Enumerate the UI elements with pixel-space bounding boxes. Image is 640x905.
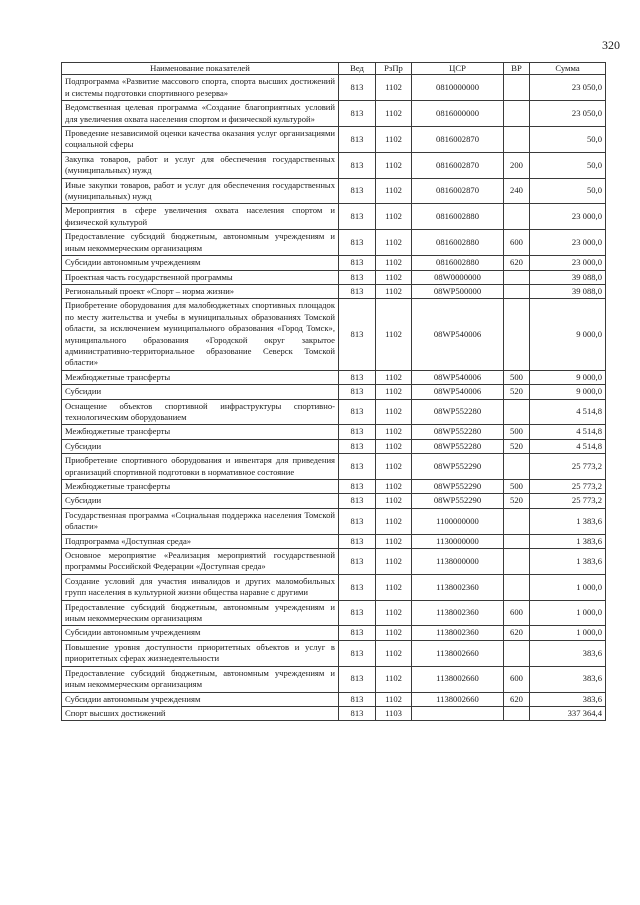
cell-csr: 08WP552290: [412, 480, 504, 494]
cell-ved: 813: [339, 399, 376, 425]
table-row: [62, 204, 606, 230]
cell-sum: 4 514,8: [530, 439, 606, 453]
budget-table: [61, 62, 606, 721]
cell-vr: [504, 508, 530, 534]
cell-rzpr: 1102: [376, 508, 412, 534]
table-row: [62, 284, 606, 298]
cell-csr: 1138002660: [412, 640, 504, 666]
cell-name: Субсидии автономным учреждениям: [62, 692, 339, 706]
cell-sum: 50,0: [530, 178, 606, 204]
cell-name: Приобретение спортивного оборудования и инвентаря для приведения организаций спортивной подготовки в нормативное состояние: [62, 454, 339, 480]
cell-ved: 813: [339, 494, 376, 508]
cell-sum: 23 000,0: [530, 230, 606, 256]
cell-csr: 08WP552280: [412, 425, 504, 439]
cell-sum: 337 364,4: [530, 706, 606, 720]
cell-name: Предоставление субсидий бюджетным, автономным учреждениям и иным некоммерческим организациям: [62, 666, 339, 692]
cell-csr: 1138002660: [412, 692, 504, 706]
cell-name: Субсидии автономным учреждениям: [62, 256, 339, 270]
cell-rzpr: 1102: [376, 626, 412, 640]
cell-name: Мероприятия в сфере увеличения охвата населения спортом и физической культурой: [62, 204, 339, 230]
cell-rzpr: 1102: [376, 549, 412, 575]
cell-sum: 1 000,0: [530, 574, 606, 600]
cell-rzpr: 1102: [376, 127, 412, 153]
cell-vr: 600: [504, 230, 530, 256]
cell-ved: 813: [339, 101, 376, 127]
cell-ved: 813: [339, 508, 376, 534]
cell-csr: 08WP552280: [412, 439, 504, 453]
cell-rzpr: 1102: [376, 480, 412, 494]
cell-vr: [504, 706, 530, 720]
cell-rzpr: 1102: [376, 75, 412, 101]
table-row: [62, 454, 606, 480]
cell-csr: 08WP552290: [412, 494, 504, 508]
cell-csr: 08WP552290: [412, 454, 504, 480]
cell-sum: 1 383,6: [530, 534, 606, 548]
table-row: [62, 706, 606, 720]
table-row: [62, 270, 606, 284]
table-row: [62, 574, 606, 600]
table-row: [62, 600, 606, 626]
cell-vr: [504, 101, 530, 127]
cell-ved: 813: [339, 425, 376, 439]
cell-vr: 620: [504, 692, 530, 706]
cell-rzpr: 1102: [376, 385, 412, 399]
cell-csr: 0816002870: [412, 152, 504, 178]
cell-name: Закупка товаров, работ и услуг для обеспечения государственных (муниципальных) нужд: [62, 152, 339, 178]
table-row: [62, 370, 606, 384]
cell-name: Основное мероприятие «Реализация мероприятий государственной программы Российской Федерации «Доступная среда»: [62, 549, 339, 575]
cell-sum: 1 383,6: [530, 549, 606, 575]
cell-ved: 813: [339, 230, 376, 256]
table-row: [62, 640, 606, 666]
cell-rzpr: 1102: [376, 178, 412, 204]
cell-rzpr: 1102: [376, 666, 412, 692]
cell-rzpr: 1102: [376, 370, 412, 384]
cell-csr: 08WP540006: [412, 385, 504, 399]
header-vr: ВР: [504, 63, 530, 75]
table-row: [62, 534, 606, 548]
cell-ved: 813: [339, 626, 376, 640]
cell-vr: [504, 270, 530, 284]
cell-rzpr: 1102: [376, 454, 412, 480]
cell-csr: [412, 706, 504, 720]
cell-rzpr: 1102: [376, 270, 412, 284]
cell-sum: 23 050,0: [530, 75, 606, 101]
cell-rzpr: 1102: [376, 574, 412, 600]
cell-sum: 9 000,0: [530, 370, 606, 384]
cell-name: Субсидии: [62, 494, 339, 508]
cell-csr: 1130000000: [412, 534, 504, 548]
cell-vr: 520: [504, 385, 530, 399]
cell-sum: 383,6: [530, 666, 606, 692]
cell-sum: 9 000,0: [530, 299, 606, 370]
cell-csr: 08WP500000: [412, 284, 504, 298]
page-number: 320: [602, 38, 620, 52]
cell-csr: 08WP540006: [412, 370, 504, 384]
table-body: [62, 75, 606, 721]
table-row: [62, 439, 606, 453]
cell-ved: 813: [339, 370, 376, 384]
table-row: [62, 666, 606, 692]
table-row: [62, 127, 606, 153]
cell-sum: 23 000,0: [530, 204, 606, 230]
cell-rzpr: 1102: [376, 299, 412, 370]
cell-ved: 813: [339, 549, 376, 575]
header-ved: Вед: [339, 63, 376, 75]
cell-ved: 813: [339, 666, 376, 692]
cell-name: Подпрограмма «Доступная среда»: [62, 534, 339, 548]
cell-sum: 4 514,8: [530, 399, 606, 425]
table-row: [62, 549, 606, 575]
cell-name: Межбюджетные трансферты: [62, 370, 339, 384]
cell-vr: [504, 75, 530, 101]
cell-csr: 1138000000: [412, 549, 504, 575]
cell-rzpr: 1102: [376, 256, 412, 270]
table-row: [62, 508, 606, 534]
cell-name: Региональный проект «Спорт – норма жизни»: [62, 284, 339, 298]
cell-rzpr: 1102: [376, 425, 412, 439]
table-row: [62, 178, 606, 204]
cell-name: Проведение независимой оценки качества оказания услуг организациями социальной сферы: [62, 127, 339, 153]
cell-csr: 0816002880: [412, 204, 504, 230]
header-rzpr: РзПр: [376, 63, 412, 75]
cell-ved: 813: [339, 127, 376, 153]
table-row: [62, 230, 606, 256]
cell-sum: 383,6: [530, 692, 606, 706]
cell-rzpr: 1102: [376, 534, 412, 548]
cell-csr: 1138002360: [412, 626, 504, 640]
cell-ved: 813: [339, 706, 376, 720]
cell-sum: 25 773,2: [530, 480, 606, 494]
table-row: [62, 101, 606, 127]
cell-vr: [504, 399, 530, 425]
cell-csr: 1138002360: [412, 600, 504, 626]
cell-sum: 50,0: [530, 127, 606, 153]
cell-name: Межбюджетные трансферты: [62, 480, 339, 494]
cell-vr: 600: [504, 666, 530, 692]
cell-ved: 813: [339, 600, 376, 626]
cell-vr: [504, 549, 530, 575]
cell-ved: 813: [339, 152, 376, 178]
cell-rzpr: 1102: [376, 399, 412, 425]
cell-name: Создание условий для участия инвалидов и других маломобильных групп населения в культурной жизни общества наравне с другими: [62, 574, 339, 600]
cell-csr: 0810000000: [412, 75, 504, 101]
cell-csr: 08WP540006: [412, 299, 504, 370]
cell-vr: [504, 640, 530, 666]
cell-rzpr: 1102: [376, 152, 412, 178]
cell-ved: 813: [339, 256, 376, 270]
cell-ved: 813: [339, 574, 376, 600]
table-row: [62, 152, 606, 178]
cell-sum: 383,6: [530, 640, 606, 666]
cell-name: Государственная программа «Социальная поддержка населения Томской области»: [62, 508, 339, 534]
table-row: [62, 399, 606, 425]
cell-vr: [504, 204, 530, 230]
cell-vr: 520: [504, 494, 530, 508]
cell-name: Иные закупки товаров, работ и услуг для обеспечения государственных (муниципальных) нужд: [62, 178, 339, 204]
cell-rzpr: 1102: [376, 692, 412, 706]
cell-sum: 23 050,0: [530, 101, 606, 127]
table-row: [62, 299, 606, 370]
cell-ved: 813: [339, 284, 376, 298]
cell-ved: 813: [339, 480, 376, 494]
cell-sum: 1 383,6: [530, 508, 606, 534]
cell-vr: [504, 454, 530, 480]
cell-rzpr: 1102: [376, 640, 412, 666]
cell-csr: 08WP552280: [412, 399, 504, 425]
cell-name: Субсидии: [62, 439, 339, 453]
cell-name: Субсидии автономным учреждениям: [62, 626, 339, 640]
cell-csr: 1138002360: [412, 574, 504, 600]
cell-vr: [504, 284, 530, 298]
cell-vr: [504, 299, 530, 370]
cell-ved: 813: [339, 640, 376, 666]
cell-name: Оснащение объектов спортивной инфраструктуры спортивно-технологическим оборудованием: [62, 399, 339, 425]
cell-vr: 620: [504, 256, 530, 270]
cell-name: Ведомственная целевая программа «Создание благоприятных условий для увеличения охвата населения спортом и физической культурой»: [62, 101, 339, 127]
cell-name: Предоставление субсидий бюджетным, автономным учреждениям и иным некоммерческим организациям: [62, 600, 339, 626]
cell-csr: 0816002880: [412, 256, 504, 270]
cell-rzpr: 1102: [376, 101, 412, 127]
cell-vr: 620: [504, 626, 530, 640]
cell-name: Проектная часть государственной программы: [62, 270, 339, 284]
table-row: [62, 385, 606, 399]
cell-ved: 813: [339, 178, 376, 204]
table-header-row: [62, 63, 606, 75]
cell-csr: 0816002880: [412, 230, 504, 256]
cell-rzpr: 1102: [376, 204, 412, 230]
cell-ved: 813: [339, 439, 376, 453]
cell-csr: 08W0000000: [412, 270, 504, 284]
cell-csr: 1100000000: [412, 508, 504, 534]
cell-vr: [504, 127, 530, 153]
cell-rzpr: 1102: [376, 439, 412, 453]
cell-ved: 813: [339, 75, 376, 101]
table-row: [62, 480, 606, 494]
cell-sum: 39 088,0: [530, 284, 606, 298]
cell-sum: 50,0: [530, 152, 606, 178]
cell-name: Субсидии: [62, 385, 339, 399]
cell-ved: 813: [339, 270, 376, 284]
cell-sum: 1 000,0: [530, 600, 606, 626]
cell-csr: 1138002660: [412, 666, 504, 692]
cell-name: Приобретение оборудования для малобюджетных спортивных площадок по месту жительства и учебы в муниципальных образованиях Томской области, за исключением муниципального образования «Город Томск», муниципального образования «Городской округ закрытое административно-территориальное образование Северск Томской области»: [62, 299, 339, 370]
cell-csr: 0816002870: [412, 178, 504, 204]
cell-name: Спорт высших достижений: [62, 706, 339, 720]
table-row: [62, 425, 606, 439]
cell-rzpr: 1102: [376, 494, 412, 508]
cell-sum: 4 514,8: [530, 425, 606, 439]
cell-vr: 500: [504, 370, 530, 384]
cell-name: Предоставление субсидий бюджетным, автономным учреждениям и иным некоммерческим организациям: [62, 230, 339, 256]
cell-sum: 25 773,2: [530, 454, 606, 480]
cell-rzpr: 1102: [376, 284, 412, 298]
cell-name: Подпрограмма «Развитие массового спорта, спорта высших достижений и системы подготовки спортивного резерва»: [62, 75, 339, 101]
table-row: [62, 626, 606, 640]
cell-vr: 500: [504, 480, 530, 494]
table-row: [62, 75, 606, 101]
table-row: [62, 494, 606, 508]
cell-sum: 23 000,0: [530, 256, 606, 270]
cell-csr: 0816000000: [412, 101, 504, 127]
cell-rzpr: 1102: [376, 600, 412, 626]
header-name: Наименование показателей: [62, 63, 339, 75]
header-csr: ЦСР: [412, 63, 504, 75]
table-row: [62, 692, 606, 706]
cell-name: Повышение уровня доступности приоритетных объектов и услуг в приоритетных сферах жизнедеятельности: [62, 640, 339, 666]
cell-ved: 813: [339, 299, 376, 370]
cell-ved: 813: [339, 454, 376, 480]
cell-sum: 39 088,0: [530, 270, 606, 284]
cell-ved: 813: [339, 204, 376, 230]
cell-sum: 9 000,0: [530, 385, 606, 399]
cell-ved: 813: [339, 534, 376, 548]
header-sum: Сумма: [530, 63, 606, 75]
cell-vr: [504, 534, 530, 548]
cell-ved: 813: [339, 692, 376, 706]
cell-csr: 0816002870: [412, 127, 504, 153]
cell-rzpr: 1102: [376, 230, 412, 256]
cell-vr: 500: [504, 425, 530, 439]
cell-vr: 240: [504, 178, 530, 204]
cell-name: Межбюджетные трансферты: [62, 425, 339, 439]
cell-vr: 600: [504, 600, 530, 626]
cell-vr: [504, 574, 530, 600]
cell-vr: 200: [504, 152, 530, 178]
cell-rzpr: 1103: [376, 706, 412, 720]
cell-vr: 520: [504, 439, 530, 453]
table-row: [62, 256, 606, 270]
cell-sum: 1 000,0: [530, 626, 606, 640]
cell-sum: 25 773,2: [530, 494, 606, 508]
cell-ved: 813: [339, 385, 376, 399]
